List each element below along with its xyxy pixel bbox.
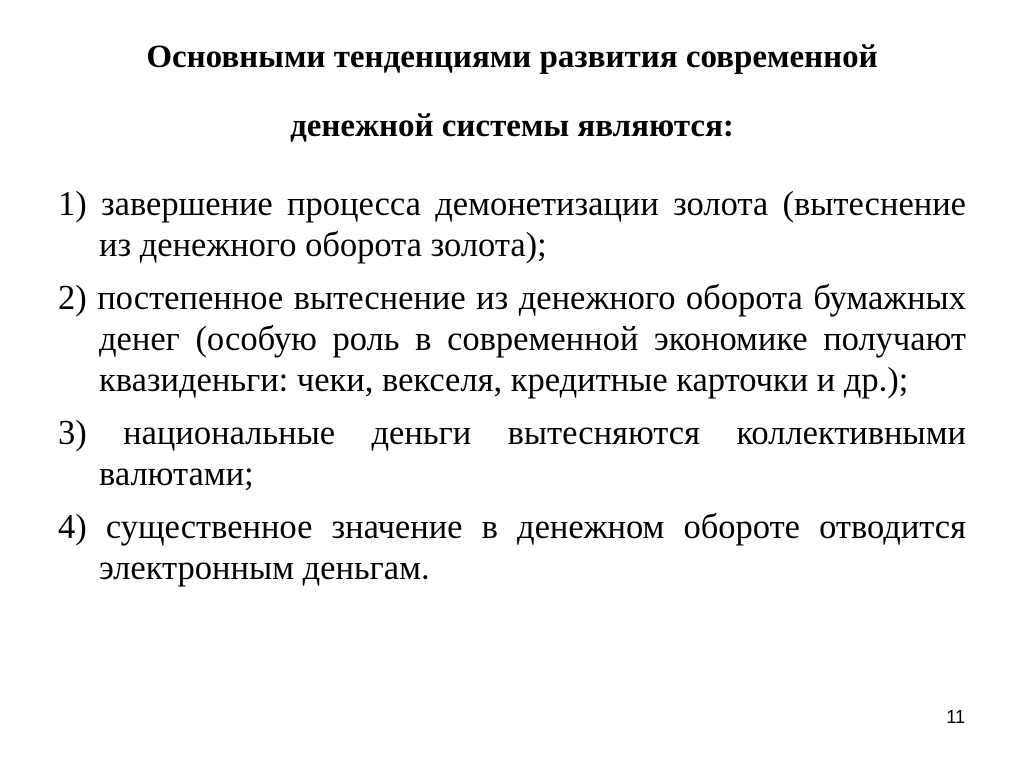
list-item-number: 2): [58, 279, 98, 317]
page-number: 11: [946, 707, 965, 727]
list-item: [58, 413, 966, 495]
slide-title-line-1: Основными тенденциями развития современной: [146, 39, 878, 75]
list-item: [58, 184, 966, 266]
list-item-text: завершение процесса демонетизации золота (вытеснение из денежного оборота золота);: [99, 185, 966, 264]
list-item-text: существенное значение в денежном обороте отводится электронным деньгам.: [99, 508, 966, 587]
list-item-text: национальные деньги вытесняются коллективными валютами;: [99, 414, 966, 493]
list-item-number: 4): [58, 508, 106, 546]
list-item-number: 3): [58, 414, 124, 452]
list-item: [58, 278, 966, 401]
slide-title-line-2: денежной системы являются:: [290, 108, 734, 144]
list-item-number: 1): [58, 185, 102, 223]
list-item: [58, 507, 966, 589]
list-item-text: постепенное вытеснение из денежного оборота бумажных денег (особую роль в современной экономике получают квазиденьги: чеки, векселя, кредитные карточки и др.);: [97, 279, 966, 399]
trends-list: [58, 184, 966, 589]
